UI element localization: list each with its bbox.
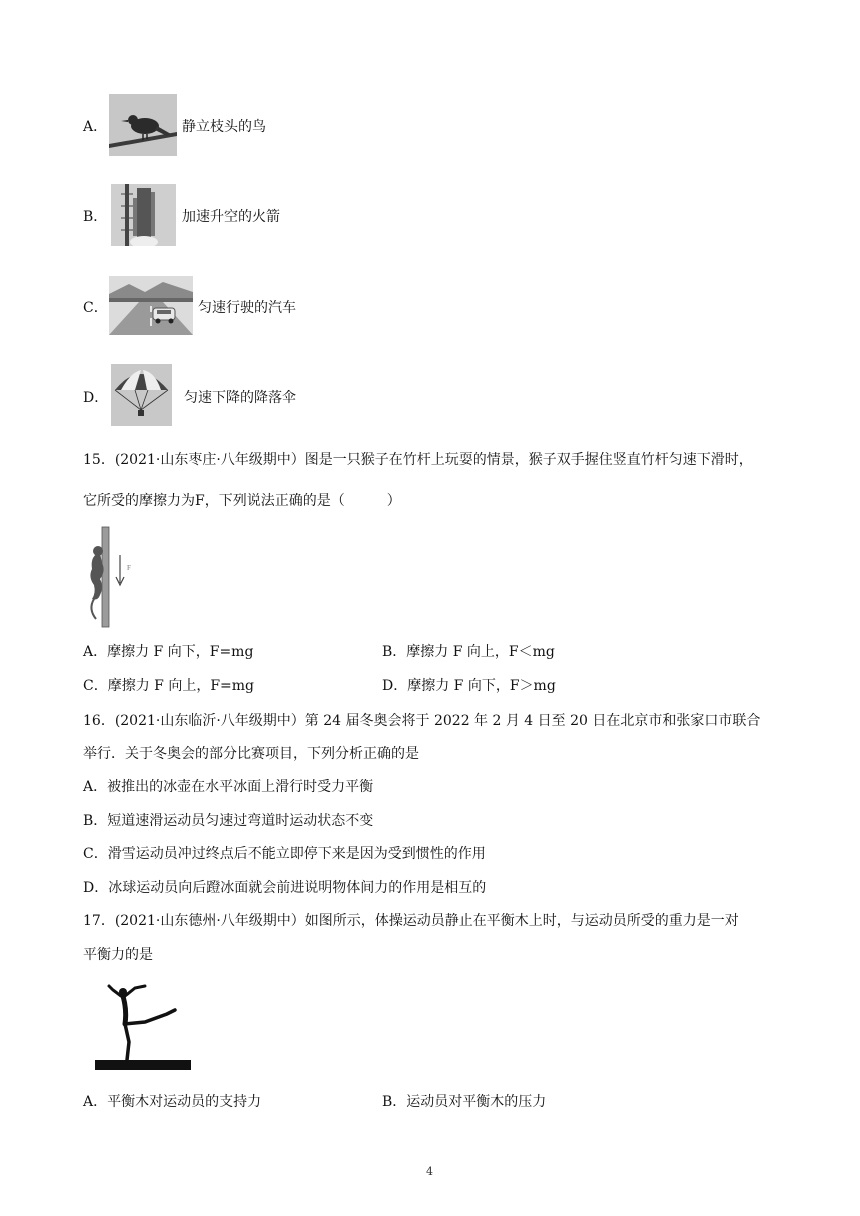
gymnast-on-beam-figure: [83, 980, 193, 1072]
option-b: B．摩擦力 F 向上，F＜mg: [382, 644, 555, 660]
option-d: D．冰球运动员向后蹬冰面就会前进说明物体间力的作用是相互的: [83, 880, 487, 896]
option-c: C．摩擦力 F 向上，F=mg: [83, 678, 255, 694]
question-stem-line-2: 举行．关于冬奥会的部分比赛项目，下列分析正确的是: [83, 746, 419, 762]
option-letter: A．: [83, 119, 108, 135]
option-text: 加速升空的火箭: [182, 209, 280, 225]
svg-text:F: F: [127, 564, 131, 572]
bird-on-branch-photo: [109, 94, 177, 156]
option-b: B．运动员对平衡木的压力: [382, 1094, 547, 1110]
parachute-photo: [111, 364, 172, 426]
option-letter: C．: [83, 300, 108, 316]
question-stem-line-1: 15．(2021·山东枣庄·八年级期中）图是一只猴子在竹杆上玩耍的情景，猴子双手握住竖直竹杆匀速下滑时，: [83, 452, 753, 468]
option-a: A．被推出的冰壶在水平冰面上滑行时受力平衡: [83, 779, 374, 795]
question-stem-line-2: 它所受的摩擦力为F，下列说法正确的是（ ）: [83, 493, 401, 509]
option-letter: B．: [83, 209, 108, 225]
option-b: B．短道速滑运动员匀速过弯道时运动状态不变: [83, 813, 374, 829]
question-stem-line-2: 平衡力的是: [83, 947, 153, 963]
option-text: 匀速下降的降落伞: [184, 390, 296, 406]
monkey-on-pole-figure: [82, 525, 156, 629]
rocket-launch-photo: [111, 184, 176, 246]
question-stem-line-1: 17．(2021·山东德州·八年级期中）如图所示，体操运动员静止在平衡木上时，与运动员所受的重力是一对: [83, 913, 739, 929]
option-letter: D．: [83, 390, 109, 406]
option-a: A．平衡木对运动员的支持力: [83, 1094, 262, 1110]
page-number: 4: [426, 1165, 433, 1178]
option-a: A．摩擦力 F 向下，F=mg: [83, 644, 254, 660]
option-text: 匀速行驶的汽车: [198, 300, 296, 316]
option-d: D．摩擦力 F 向下，F＞mg: [382, 678, 556, 694]
car-on-road-photo: [109, 276, 193, 335]
option-c: C．滑雪运动员冲过终点后不能立即停下来是因为受到惯性的作用: [83, 846, 486, 862]
question-stem-line-1: 16．(2021·山东临沂·八年级期中）第 24 届冬奥会将于 2022 年 2 月 4 日至 20 日在北京市和张家口市联合: [83, 713, 761, 729]
option-text: 静立枝头的鸟: [182, 119, 266, 135]
